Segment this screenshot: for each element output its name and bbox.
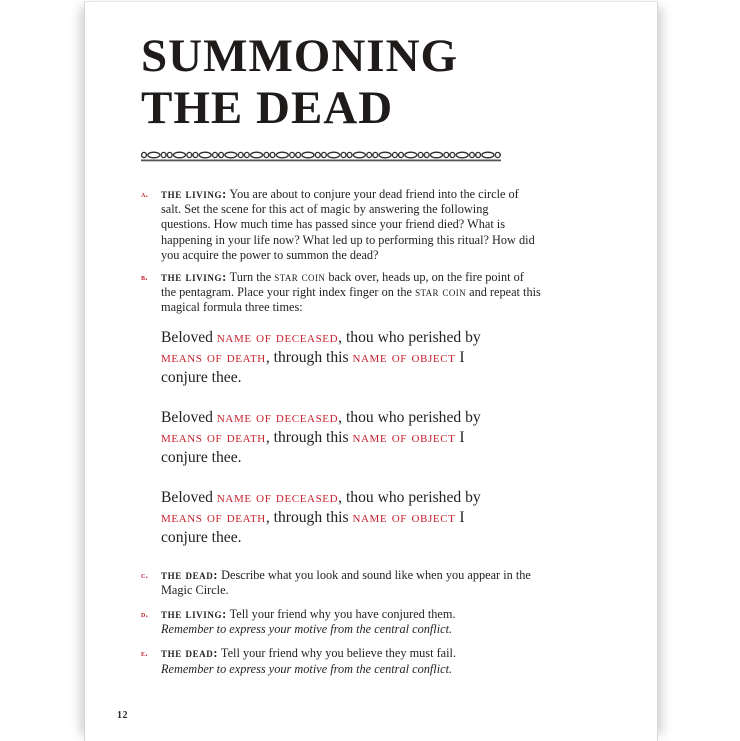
formula-text: , thou who perished by <box>338 328 481 346</box>
item-note: Remember to express your motive from the central conflict. <box>161 622 453 637</box>
placeholder-means-of-death: means of death <box>161 508 266 526</box>
role-label: the living: <box>161 607 227 622</box>
formula-text: Beloved <box>161 328 217 346</box>
placeholder-name-of-deceased: name of deceased <box>216 408 339 426</box>
item-marker: d. <box>141 609 149 620</box>
page-number: 12 <box>117 710 128 721</box>
item-marker: c. <box>141 569 149 580</box>
role-label: the living: <box>161 270 227 285</box>
instruction-list <box>141 187 541 677</box>
list-item-c <box>141 568 541 598</box>
item-text: back over, heads up, on the fire point of the pentagram. Place your right index finger on the <box>161 270 524 300</box>
item-text: Turn the <box>226 270 275 285</box>
formula-text: , thou who perished by <box>338 488 481 506</box>
item-marker: a. <box>141 189 149 199</box>
placeholder-name-of-object: name of object <box>352 348 456 366</box>
formula-text: , through this <box>265 428 353 446</box>
star-coin-term: star coin <box>274 270 326 285</box>
title-line-2: THE DEAD <box>141 82 394 134</box>
item-text: You are about to conjure your dead friend into the circle of salt. Set the scene for this act of magic by answering the following questions. How much time has passed since your friend died? What is happening in your life now? What led up to performing this ritual? How did you acquire the power to summon the dead? <box>161 187 535 262</box>
role-label: the dead: <box>161 646 219 661</box>
placeholder-means-of-death: means of death <box>161 348 266 366</box>
title-line-1: SUMMONING <box>141 30 459 82</box>
item-text: and repeat this magical formula three times: <box>161 285 541 315</box>
role-label: the living: <box>161 187 227 201</box>
formula-text: I conjure thee. <box>161 428 465 466</box>
formula-text: , through this <box>265 508 353 526</box>
formula-text: I conjure thee. <box>161 348 465 386</box>
placeholder-name-of-deceased: name of deceased <box>216 328 339 346</box>
book-page <box>84 1 658 741</box>
item-text: Describe what you look and sound like when you appear in the Magic Circle. <box>161 567 531 597</box>
item-text: Tell your friend why you have conjured them. <box>226 607 456 622</box>
placeholder-name-of-object: name of object <box>352 508 456 526</box>
magical-formula <box>161 408 501 468</box>
list-item-e <box>141 646 541 676</box>
magical-formula-block <box>161 328 501 548</box>
list-item-d <box>141 607 541 637</box>
magical-formula <box>161 488 501 548</box>
item-marker: b. <box>141 272 148 283</box>
formula-text: Beloved <box>161 488 217 506</box>
list-item-b <box>141 270 541 316</box>
role-label: the dead: <box>161 567 219 582</box>
item-text: Tell your friend why you believe they must fail. <box>218 646 457 661</box>
placeholder-name-of-deceased: name of deceased <box>216 488 339 506</box>
formula-text: I conjure thee. <box>161 508 465 546</box>
placeholder-name-of-object: name of object <box>352 428 456 446</box>
formula-text: , through this <box>265 348 353 366</box>
item-note: Remember to express your motive from the central conflict. <box>161 661 453 676</box>
star-coin-term: star coin <box>415 285 467 300</box>
formula-text: Beloved <box>161 408 217 426</box>
list-item-a <box>141 187 541 263</box>
magical-formula <box>161 328 501 388</box>
placeholder-means-of-death: means of death <box>161 428 266 446</box>
page-title <box>141 30 458 134</box>
formula-text: , thou who perished by <box>338 408 481 426</box>
item-marker: e. <box>141 648 148 659</box>
chain-ornament <box>141 149 501 163</box>
